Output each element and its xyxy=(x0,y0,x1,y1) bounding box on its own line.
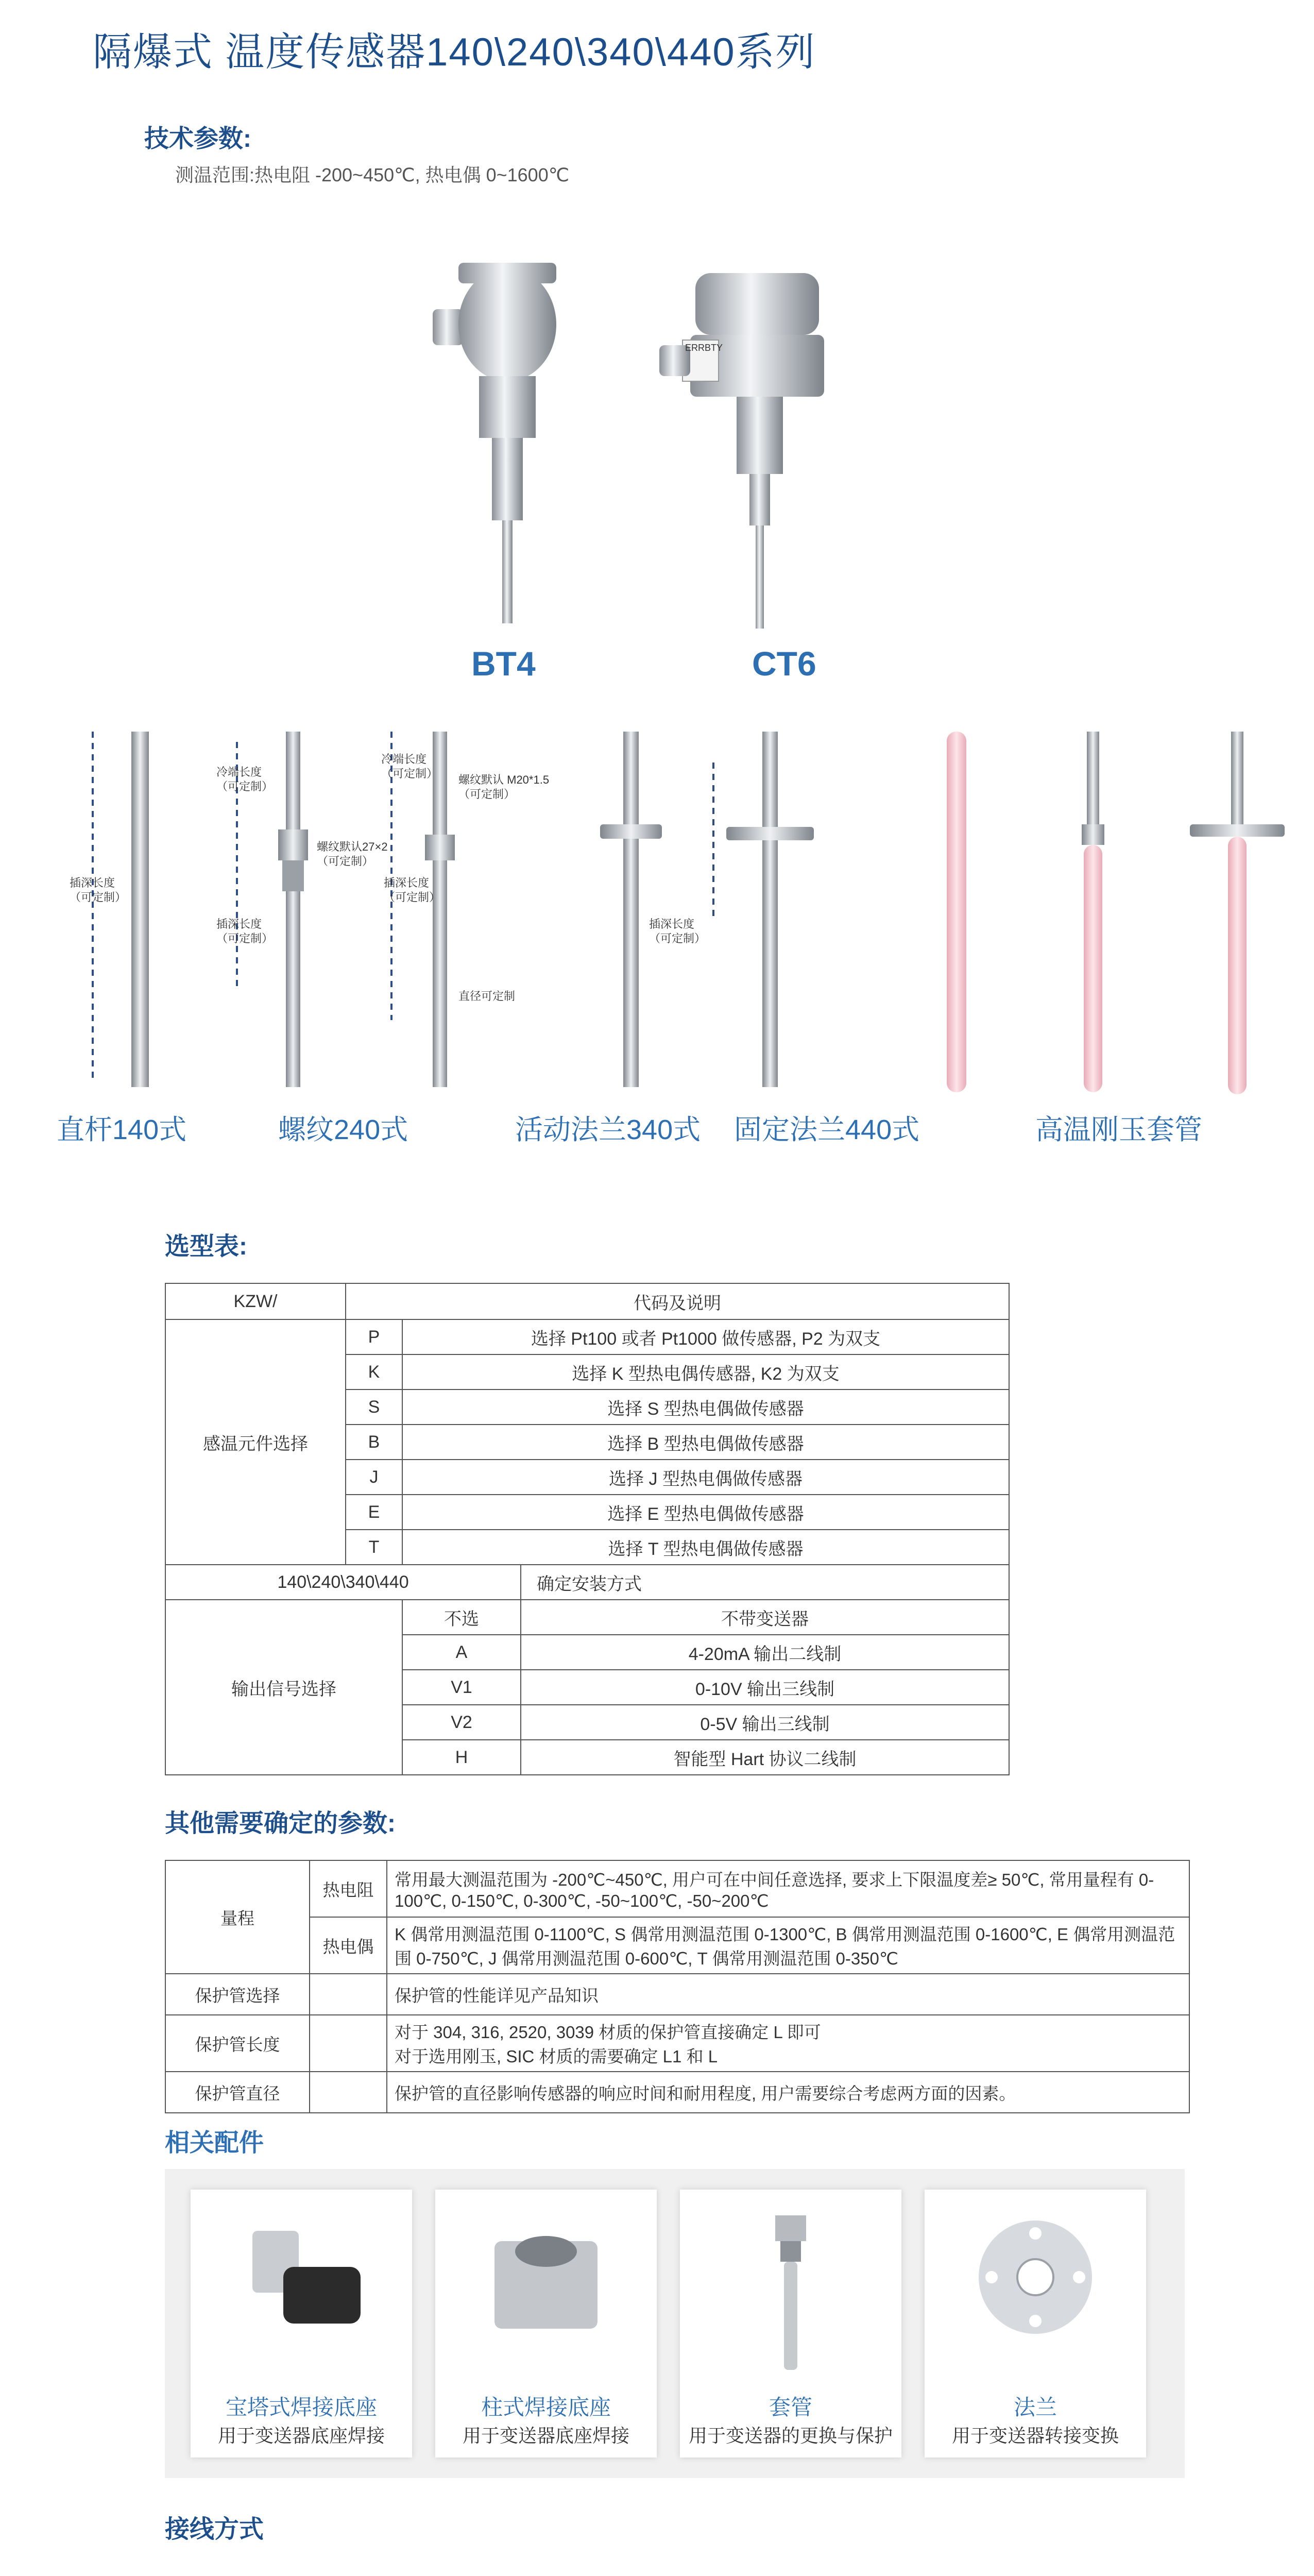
tc-text: K 偶常用测温范围 0-1100℃, S 偶常用测温范围 0-1300℃, B 偶常用测温范围 0-1600℃, E 偶常用测温范围 0-750℃, J 偶常用测温范围 0-600℃, T 偶常用测温范围 0-350℃ xyxy=(387,1917,1189,1974)
table-row-code: K xyxy=(346,1354,402,1389)
tube-length-label: 保护管长度 xyxy=(165,2015,310,2072)
table-row-desc: 4-20mA 输出二线制 xyxy=(521,1635,1009,1670)
tube-diameter-label: 保护管直径 xyxy=(165,2072,310,2113)
model-440-caption: 固定法兰440式 xyxy=(734,1114,920,1145)
table-row-desc: 选择 Pt100 或者 Pt1000 做传感器, P2 为双支 xyxy=(402,1319,1009,1354)
model-140-caption: 直杆140式 xyxy=(57,1114,187,1145)
selection-header-right: 代码及说明 xyxy=(346,1283,1009,1319)
accessory-desc: 用于变送器的更换与保护 xyxy=(688,2425,893,2446)
model-340-image xyxy=(600,732,662,1087)
flange-image xyxy=(974,2215,1097,2339)
ct6-label: CT6 xyxy=(752,645,816,683)
table-row-desc: 0-10V 输出三线制 xyxy=(521,1670,1009,1705)
accessory-card[interactable] xyxy=(925,2190,1146,2458)
table-row-desc: 选择 T 型热电偶做传感器 xyxy=(402,1530,1009,1565)
dim-note-a: 插深长度 （可定制） xyxy=(70,876,127,904)
table-row-code: H xyxy=(402,1740,521,1775)
tech-heading: 技术参数: xyxy=(144,125,251,152)
table-row-desc: 选择 J 型热电偶做传感器 xyxy=(402,1460,1009,1495)
accessories-panel xyxy=(165,2169,1185,2478)
accessory-card[interactable] xyxy=(435,2190,657,2458)
accessories-heading: 相关配件 xyxy=(165,2129,264,2157)
thermowell-image xyxy=(762,2210,819,2375)
table-row-code: V2 xyxy=(402,1705,521,1740)
table-row-code: B xyxy=(346,1425,402,1460)
table-row-desc: 选择 B 型热电偶做传感器 xyxy=(402,1425,1009,1460)
table-row-desc: 0-5V 输出三线制 xyxy=(521,1705,1009,1740)
model-240-caption: 螺纹240式 xyxy=(278,1114,408,1145)
accessory-desc: 用于变送器底座焊接 xyxy=(217,2425,385,2446)
other-params-heading: 其他需要确定的参数: xyxy=(165,1810,396,1837)
table-row-desc: 智能型 Hart 协议二线制 xyxy=(521,1740,1009,1775)
table-row-code: A xyxy=(402,1635,521,1670)
corundum-tube-image-3 xyxy=(1190,732,1285,1094)
wiring-heading: 接线方式 xyxy=(165,2516,264,2543)
corundum-tube-image-2 xyxy=(1082,732,1104,1092)
table-row-desc: 选择 E 型热电偶做传感器 xyxy=(402,1495,1009,1530)
tech-range: 测温范围:热电阻 -200~450℃, 热电偶 0~1600℃ xyxy=(175,164,570,185)
dim-note-e: 冷端长度 （可定制） xyxy=(381,753,438,780)
dim-note-b: 冷端长度 （可定制） xyxy=(216,766,274,793)
tube-length-text-2: 对于选用刚玉, SIC 材质的需要确定 L1 和 L xyxy=(395,2047,718,2066)
table-row-code: V1 xyxy=(402,1670,521,1705)
dim-note-d: 螺纹默认27×2 （可定制） xyxy=(317,840,388,868)
dim-note-h: 直径可定制 xyxy=(458,990,516,1003)
selection-table xyxy=(165,1283,1010,1775)
accessory-name: 柱式焊接底座 xyxy=(481,2395,611,2419)
accessory-card[interactable] xyxy=(680,2190,901,2458)
table-row-code: T xyxy=(346,1530,402,1565)
accessory-name: 宝塔式焊接底座 xyxy=(225,2395,377,2419)
table-row-code: E xyxy=(346,1495,402,1530)
range-label: 量程 xyxy=(165,1860,310,1974)
sensor-group-label: 感温元件选择 xyxy=(165,1319,346,1565)
output-group-label: 输出信号选择 xyxy=(165,1600,402,1775)
tube-select-text: 保护管的性能详见产品知识 xyxy=(387,1974,1189,2015)
model-340-caption: 活动法兰340式 xyxy=(515,1114,701,1145)
accessory-card[interactable] xyxy=(191,2190,412,2458)
ct6-plate-text: ERRBTY xyxy=(685,343,723,353)
tube-length-text-1: 对于 304, 316, 2520, 3039 材质的保护管直接确定 L 即可 xyxy=(395,2023,821,2042)
dim-note-f: 螺纹默认 M20*1.5 （可定制） xyxy=(458,773,550,801)
install-desc: 确定安装方式 xyxy=(521,1565,1009,1600)
ct6-head-image xyxy=(659,273,824,629)
model-140-image xyxy=(93,732,149,1087)
accessory-name: 套管 xyxy=(769,2395,812,2419)
models-figure xyxy=(0,701,1314,1123)
column-base-image xyxy=(484,2221,608,2344)
rtd-text: 常用最大测温范围为 -200℃~450℃, 用户可在中间任意选择, 要求上下限温度差≥ 50℃, 常用量程有 0-100℃, 0-150℃, 0-300℃, -50~100℃, -50~200℃ xyxy=(387,1860,1189,1917)
dim-note-g: 插深长度 （可定制） xyxy=(384,876,441,904)
selection-header-left: KZW/ xyxy=(165,1283,346,1319)
rtd-label: 热电阻 xyxy=(310,1860,387,1917)
corundum-tube-image-1 xyxy=(947,732,966,1092)
accessory-desc: 用于变送器转接变换 xyxy=(951,2425,1119,2446)
tube-diameter-text: 保护管的直径影响传感器的响应时间和耐用程度, 用户需要综合考虑两方面的因素。 xyxy=(387,2072,1189,2113)
table-row-desc: 不带变送器 xyxy=(521,1600,1009,1635)
dim-note-c: 插深长度 （可定制） xyxy=(216,918,274,945)
bt4-head-image xyxy=(433,263,556,623)
other-params-table xyxy=(165,1860,1190,2113)
table-row-code: J xyxy=(346,1460,402,1495)
accessory-desc: 用于变送器底座焊接 xyxy=(462,2425,629,2446)
tc-label: 热电偶 xyxy=(310,1917,387,1974)
model-440-image xyxy=(713,732,814,1087)
tube-select-label: 保护管选择 xyxy=(165,1974,310,2015)
table-row-desc: 选择 K 型热电偶传感器, K2 为双支 xyxy=(402,1354,1009,1389)
bt4-label: BT4 xyxy=(471,645,536,683)
selection-heading: 选型表: xyxy=(165,1233,247,1260)
product-heads-figure xyxy=(402,222,917,654)
table-row-code: S xyxy=(346,1389,402,1425)
install-code: 140\240\340\440 xyxy=(165,1565,521,1600)
model-corundum-caption: 高温刚玉套管 xyxy=(1035,1114,1202,1145)
dim-note-i: 插深长度 （可定制） xyxy=(649,918,706,945)
pagoda-base-image xyxy=(237,2221,371,2334)
model-240b-image xyxy=(391,732,455,1087)
table-row-code: 不选 xyxy=(402,1600,521,1635)
page-title: 隔爆式 温度传感器140\240\340\440系列 xyxy=(93,30,816,74)
table-row-desc: 选择 S 型热电偶做传感器 xyxy=(402,1389,1009,1425)
accessory-name: 法兰 xyxy=(1013,2395,1057,2419)
table-row-code: P xyxy=(346,1319,402,1354)
